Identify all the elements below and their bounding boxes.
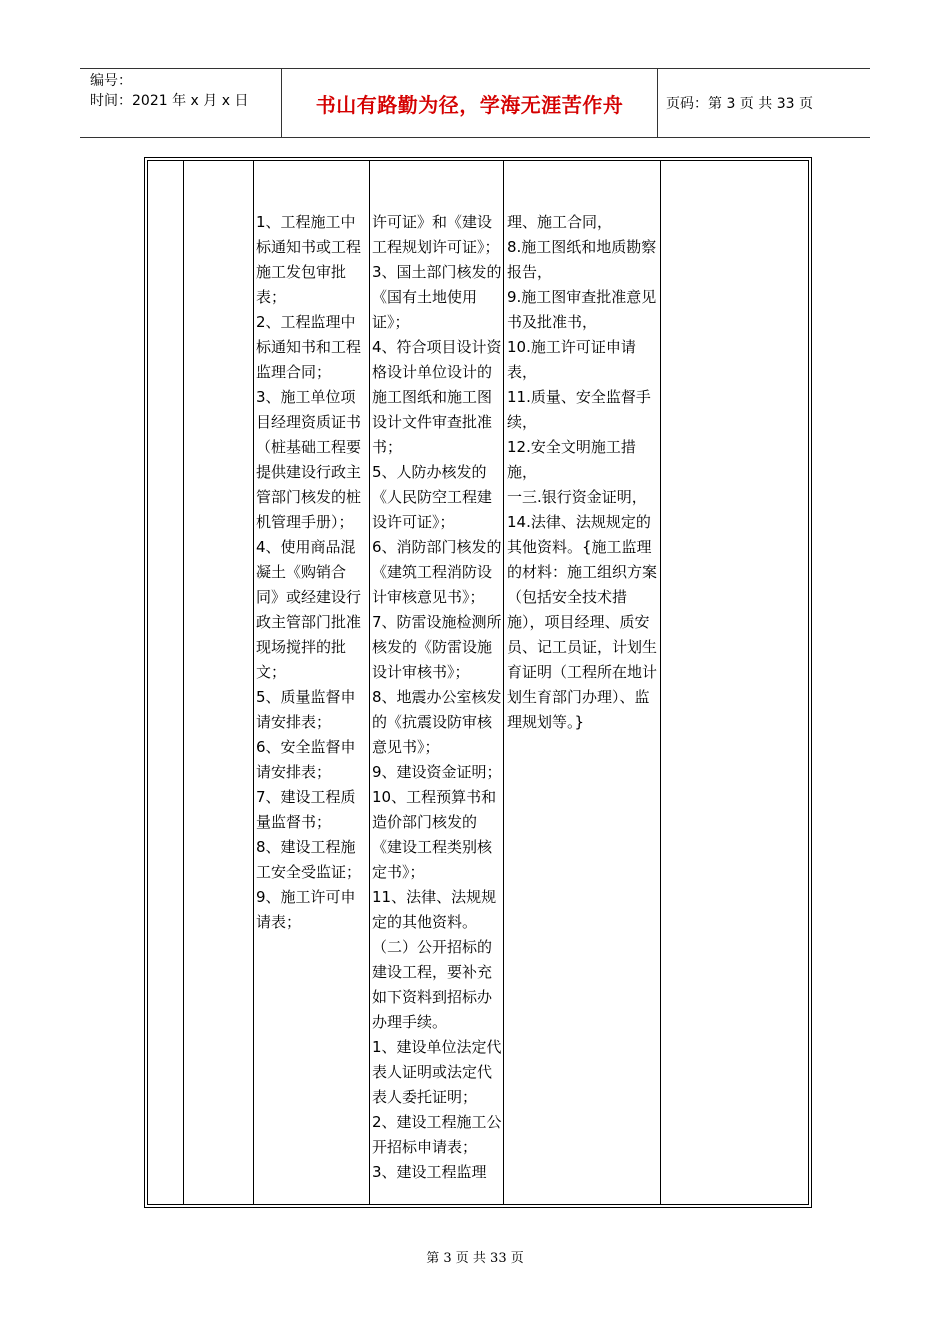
cell-text: 许可证》和《建设工程规划许可证》； 3、国土部门核发的《国有土地使用证》； 4、符合项目设计资格设计单位设计的施工图纸和施工图设计文件审查批准书； 5、人防办核发的《人民防空工程建设许可证》； 6、消防部门核发的《建筑工程消防设计审核意见书》； 7、防雷设施检测所核发的《防雷设施设计审核书》； 8、地震办公室核发的《抗震设防审核意见书》； 9、建设资金证明； 10、工程预算书和造价部门核发的《建设工程类别核定书》； 11、法律、法规规定的其他资料。 （二）公开招标的建设工程，要补充如下资料到招标办办理手续。 1、建设单位法定代表人证明或法定代表人委托证明； 2、建设工程施工公开招标申请表； 3、建设工程监理 (372, 213, 502, 1181)
document-number-label: 编号： (90, 73, 132, 89)
column-divider (253, 160, 254, 1205)
page-info-text: 页码：第 3 页 共 33 页 (666, 96, 813, 112)
footer-page-number: 第 3 页 共 33 页 (426, 1251, 524, 1266)
cell-text: 理、施工合同， 8.施工图纸和地质勘察报告， 9.施工图审查批准意见书及批准书， 10.施工许可证申请表， 11.质量、安全监督手续， 12.安全文明施工措施， 一三.银行资金证明， 14.法律、法规规定的其他资料。{施工监理的材料：施工组织方案（包括安全技术措施），项目经理、质安员、记工员证，计划生育证明（工程所在地计划生育部门办理）、监理规划等。} (507, 213, 657, 731)
table-cell-required-documents (256, 160, 368, 960)
header-meta (80, 69, 282, 137)
column-divider (369, 160, 370, 1205)
table-cell-construction-materials (507, 160, 657, 760)
document-date: 时间：2021 年 x 月 x 日 (90, 93, 249, 109)
column-divider (183, 160, 184, 1205)
page-footer (0, 1247, 950, 1266)
header-page-info (658, 69, 870, 137)
cell-text: 1、工程施工中标通知书或工程施工发包审批表； 2、工程监理中标通知书和工程监理合同； 3、施工单位项目经理资质证书（桩基础工程要提供建设行政主管部门核发的桩机管理手册）； 4、使用商品混凝土《购销合同》或经建设行政主管部门批准现场搅拌的批文； 5、质量监督申请安排表； 6、安全监督申请安排表； 7、建设工程质量监督书； 8、建设工程施工安全受监证； 9、施工许可申请表； (256, 213, 362, 931)
page-header (80, 68, 870, 138)
table-cell-approval-documents (372, 160, 502, 1205)
column-divider (660, 160, 661, 1205)
column-divider (503, 160, 504, 1205)
header-motto: 书山有路勤为径，学海无涯苦作舟 (282, 69, 658, 137)
